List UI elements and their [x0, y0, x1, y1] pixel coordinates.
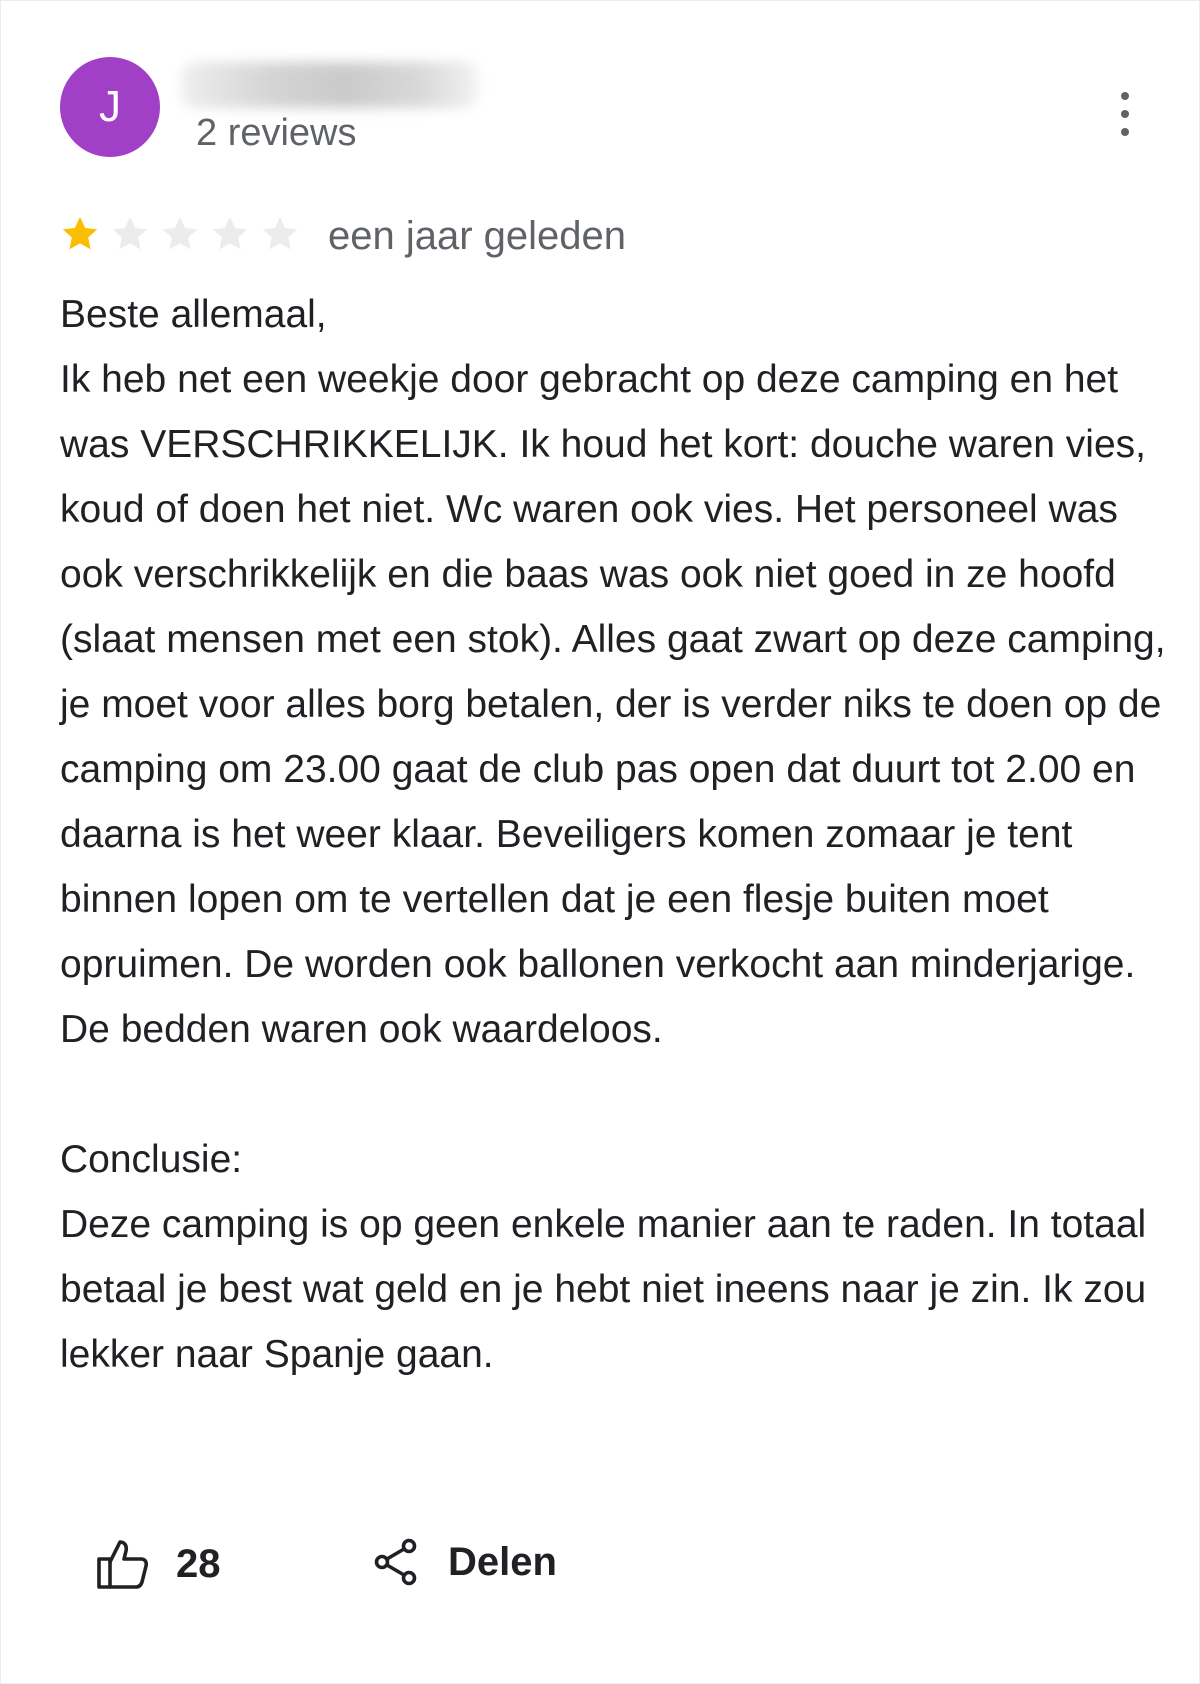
- reviewer-name-redacted: [182, 62, 478, 108]
- star-rating: [60, 214, 310, 254]
- star-filled-icon: [60, 214, 100, 254]
- more-vertical-icon-dot: [1121, 110, 1129, 118]
- like-button[interactable]: [96, 1538, 221, 1590]
- more-vertical-icon: [1121, 92, 1129, 100]
- star-empty-icon: [260, 214, 300, 254]
- like-count: 28: [176, 1541, 221, 1586]
- share-button[interactable]: [374, 1538, 557, 1586]
- star-empty-icon: [160, 214, 200, 254]
- share-label: Delen: [448, 1539, 557, 1584]
- thumbs-up-icon: [96, 1538, 150, 1590]
- share-icon: [374, 1538, 418, 1586]
- star-empty-icon: [110, 214, 150, 254]
- reviewer-review-count[interactable]: 2 reviews: [196, 112, 357, 154]
- review-text: Beste allemaal, Ik heb net een weekje door gebracht op deze camping en het was VERSCHRIKKELIJK. Ik houd het kort: douche waren vies, koud of doen het niet. Wc waren ook vies. Het personeel was ook verschrikkelijk en die baas was ook niet goed in ze hoofd (slaat mensen met een stok). Alles gaat zwart op deze camping, je moet voor alles borg betalen, der is verder niks te doen op de camping om 23.00 gaat de club pas open dat duurt tot 2.00 en daarna is het weer klaar. Beveiligers komen zomaar je tent binnen lopen om te vertellen dat je een flesje buiten moet opruimen. De worden ook ballonen verkocht aan minderjarige. De bedden waren ook waardeloos. Conclusie: Deze camping is op geen enkele manier aan te raden. In totaal betaal je best wat geld en je hebt niet ineens naar je zin. Ik zou lekker naar Spanje gaan.: [60, 293, 1166, 1376]
- avatar-initial: J: [99, 82, 121, 131]
- star-empty-icon: [210, 214, 250, 254]
- review-date: een jaar geleden: [328, 214, 627, 258]
- more-options-button[interactable]: [1110, 92, 1140, 136]
- avatar[interactable]: [60, 57, 160, 157]
- more-vertical-icon-dot: [1121, 128, 1129, 136]
